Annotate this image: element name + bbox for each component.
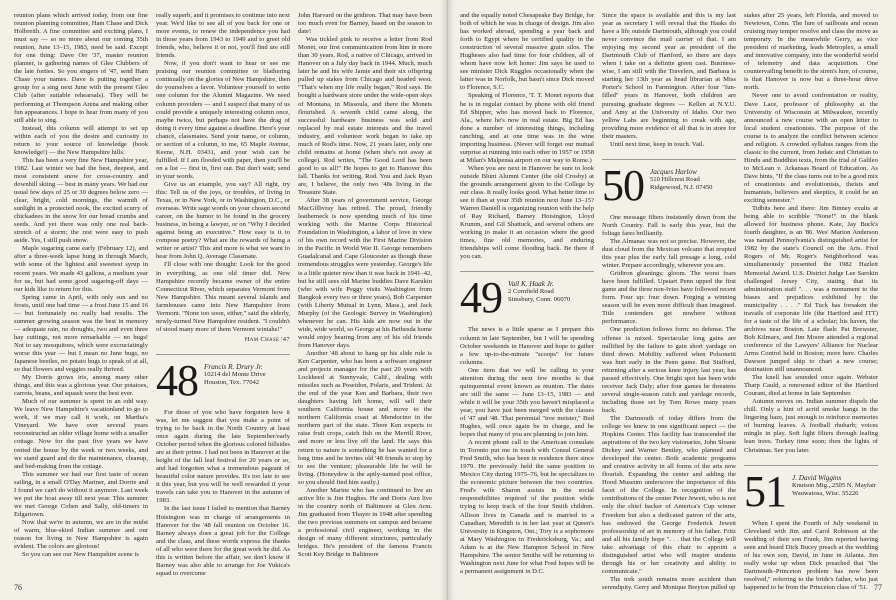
column-2: [156, 12, 290, 577]
secretary-address-line: Knutson Mtg., 2505 N. Mayfair: [792, 481, 877, 489]
paragraph: For those of you who have forgotten how it was, let me suggest that you make a point of trying to be back in the North Country at least once again during the late September/early October period when the glorious colored hillsides are at their prime. I had not been in Hanover at the height of the fall leaf festival for 20 years or so, and had forgotten what a tremendous pageant of beautiful color nature provides. It's too late to see it this year, but you will be well rewarded if your travels can take you to Hanover in the autumn of 1983.: [156, 408, 290, 505]
paragraph: John Harvard on the gridiron. That may have been too much even for Barney, based on the season to date!: [298, 12, 432, 36]
paragraph: So you can see our New Hampshire scene is: [22, 551, 139, 559]
paragraph: reunion plans which arrived today, from our fine reunion planning committee, Ham Chase and Dick Holbreith. A fine committee and exciting plans, I must say — so no more about our coming 35th reunion, June 13–15, 1983, need be said. Except for one thing: Dave Orr '37, master reunion planner, is gathering names of Glee Clubbers of the late forties. So you singers of '47, send Ham Chase your names. Dave is putting together a group for a sing next June with the present Glee Club (after suitable rehearsals). They will be performing at Thompson Arena and making other fun appearances. I hope to hear from many of you still able to sing.: [14, 12, 148, 124]
paragraph: Another '48 about to hang up his slide rule is Ken Carpenter, who has been a software engineer and projects manager for the past 20 years with Lockheed at Sunnyvale, Calif., dealing with missiles such as Poseidon, Polaris, and Trident. At the end of the year Ken and Barbara, their two daughters having left home, will sell their southern California house and move to the northern California coast at Mendocino in the northern part of the state. There Ken expects to raise fruit crops, catch fish on the Merrill River, and more or less live off the land. He says this return to nature is something he has wanted for a long time and he invites old '48 friends to stop by to see the venture; pleasurable life he will be living. (Honeydew is the aptly-named post office, so you should find him easily.): [298, 349, 432, 486]
class-number: 48: [156, 355, 198, 405]
paragraph: Maple sugaring came early (February 12), and after a three-week lapse hung in through March, with some of the lightest and sweetest syrup in recent years. We made 43 gallons, a medium year for us, but had some good sugaring-off days — our kids like to return for this.: [14, 245, 148, 293]
paragraph: One item that we will be calling to your attention during the next few months is that quinquennial event known as reunion. The dates are still the same — June 13–15, 1983 — and while it will be your 35th you haven't misplaced a year, you have just been merged with the classes of '47 and '48. That perennial "tree meister," Bud Hughes, will once again be in charge, and he hopes that many of you are planning to join him.: [460, 366, 594, 439]
paragraph: Autumn moves on. Indian summer dispels the chill. Only a hint of acrid smoke hangs in the lingering haze, just enough to reinforce memories of burning leaves. A football rhubarb; voices mingle in play. Soft light filters through leafing lean trees. Turkey time soon; then the lights of Christmas. See you later.: [744, 398, 878, 454]
class-number: 49: [460, 273, 502, 323]
paragraph: The news is a little sparse as I prepare this column in late September, but I will be spending October weekends in Hanover and hope to gather a few up-to-the-minute "scoops" for future columns.: [460, 326, 594, 366]
paragraph: Since the space is available and this is my last year as secretary I will reveal that the Haaks do have a life outside Dartmouth, although you could never convince the mail carrier of that. I am enjoying my second year as president of the Dartmouth Club of Hartford, so there are days when I take on a definite green cast. Business-wise, I am still with the Travelers, and Barbara is starting her 13th year as head librarian at Miss Porter's School in Farmington. After four "fun-filled" years in Hanover, both children are pursuing graduate degrees — Kellen at N.Y.U. and Amy at the University of Idaho. Our two yellow Labs are beginning to creak with age, providing more evidence of all that is in store for their masters.: [602, 12, 736, 140]
paragraph: Instead, this column will attempt to set up within each of you the desire and curiosity to return to your source of knowledge (book knowledge!) — the New Hampshire hills.: [14, 124, 148, 156]
class-secretary: [508, 278, 570, 304]
paragraph: The Almanac was not so precise. However, the dust cloud from the Mexican volcano that erupted this year plus the early fall presage a long, cold winter. Prepare accordingly, wherever you are.: [602, 237, 736, 270]
secretary-address-line: 2 Cornfield Road: [508, 288, 554, 296]
paragraph: This has been a very fine New Hampshire year, 1982. Last winter we had the best, deepest, and most consistent snow for cross-country and downhill skiing — best in many years. We had our usual few days of 25 or 30 degrees below zero — clear, bright, cold mornings, the warmth of sunlight in a protected nook, the excited scurry of chickadees in the snow for our bread crumbs and seeds. And yet there was only one real back-stretch of a storm; the rest were easy to push aside. Yes, I still push snow.: [14, 156, 148, 245]
paragraph: After 38 years of government service, George MacGillivray has retired. The proud, friendly leatherneck is now spending much of his time working with the Marine Corps Historical Foundation in Washington, a labor of love in view of his own record with the First Marine Division in the Pacific in World War II. George remembers Guadalcanal and Cape Gloucester as though these tremendous struggles were yesterday. George's life is a little quieter now than it was back in 1941–42, but he still sees old Marine buddies Dave Karukin (who with wife Peggy visits Washington from Bangkok every two or three years), Bob Carpenter (with Liberty Mutual in Lynn, Mass.), and Jack Murphy (of the Geologic Survey in Washington) whenever he can. His kids are now out in the wide, wide world, so George at his Bethesda home would enjoy hearing from any of his old friends from Hanover days.: [298, 197, 432, 349]
paragraph: A recent phone call to the American consulate in Toronto put me in touch with Consul General Fred Smith, who has been in residence there since 1979. He previously held the same position in Mexico City during 1975–76, but he specializes in the economic picture between the two countries. Fred's wife Sharon assists in the social responsibilities required of the position while trying to keep track of the four Smith children. Allison lives in Canada and is married to a Canadian; Meredith is in her last year at Queen's University in Kingston, Ont.; Tory is a sophomore at Mary Washington in Fredericksburg, Va.; and Adam is at the New Hampton School in New Hampshire. The senior Smiths will be returning to Washington next June for what Fred hopes will be a permanent assignment in D.C.: [460, 439, 594, 575]
paragraph: Now that we're in autumn, we are in the midst of warm, blue-skied Indian summer and our reason for living in New Hampshire is again evident. The colors are glorious!: [14, 518, 148, 551]
secretary-address-line: Houston, Tex. 77042: [204, 378, 260, 386]
secretary-address-line: Ridgewood, N.J. 07450: [650, 183, 713, 191]
paragraph: This summer we had our first taste of ocean sailing, in a small O'Day Mariner, and Dorrie and I found we can't do without it anymore. Last week we put the boat away till next year. This summer we met George Cohen and Sally, old-timers in Edgartown.: [14, 470, 148, 518]
secretary-address-line: Wauwatosa, Wisc. 55226: [792, 489, 859, 497]
paragraph: When you are next in Hanover be sure to look outside Blunt Alumni Center (the old Crosby) at the grounds arrangement given to the College by our class. It really looks good. What better time to see it than at your 35th reunion next June 13–15? Warren Daniell is organizing reunion with the help of Ray Richard, Barney Hoisington, Lloyd Krumm, and Gil Shattuck, and several others are working to make it an occasion where the good times, fine old memories, and enduring friendships will come flooding back. Be there if you can.: [460, 164, 594, 261]
paragraph: stakes after 25 years, left Florida, and moved to Newtown, Conn. The lure of sailboats and ocean cruising may temper resolve and class the move as temporary. In the meanwhile Gerry, as vice president of marketing, leads Metroplex, a small and innovative company, into the wonderful world of telemetry and data acquisition. One countervailing benefit to the siren's lure, of course, is that Hanover is now but a three-hour drive north.: [744, 12, 878, 92]
secretary-address-line: Simsbury, Conn. 06070: [508, 296, 571, 304]
column-6: [744, 12, 878, 591]
class-secretary: [204, 361, 266, 387]
paragraph: Was tickled pink to receive a letter from Rod Monet, our first communication from him in more than 30 years. Rod, a native of Chicago, arrived in Hanover on a July day back in 1944. Much, much later he and his wife Jamie and their six offspring pulled up stakes from Chicago and headed west. "That's when my life really began," Rod says. He bought a hardware store under the wide-open skys of Montana, in Missoula, and there the Monets flourished. A seventh child came along, the successful hardware business was sold and replaced by real estate interests and the travel industry, and volunteer work began to take up much of Rod's time. Now, 21 years later, only one child remains at home (when she's not away at college). Rod writes, "The Good Lord has been good to us all!" He hopes to get to Hanover this fall. Thanks for writing, Rod. You and Jack Ryan are, I believe, the only two '48s living in the Treasure State.: [298, 36, 432, 197]
column-signature: Ham Chase '47: [244, 335, 290, 343]
paragraph: Now, if you don't want to hear or see me praising our reunion committee or blathering continually on the glories of New Hampshire, then do yourselves a favor. Volunteer yourself to write one column for the Alumni Magazine. We need column providers — and I suspect that many of us could provide a uniquely interesting column once, maybe twice, but perhaps not have the drag of doing it every time against a deadline. Here's your chance, classmates. Send your name, or column, or section of a column, to me, 65 Maple Avenue, Keene, N.H. 03431, and your wish can be fulfilled. If I am flooded with paper, then you'll be on a list — first in, first out. But don't wait; send in your words.: [156, 60, 290, 180]
secretary-address-line: 510 Hillcrest Road: [650, 175, 700, 183]
paragraph: Tidbits here and there: Jim Binney exults at being able to scribble "None!" in the blank allowed for business phone. Kate, Jay Buck's fourth daughter, is an '86. Wes' Marion Anderson was named Pennsylvania's distinguished artist for 1982 by the state's Council on the Arts. Fred Rogers of Mr. Roger's Neighborhood was simultaneously presented the 1982 Hazlett Memorial Award. U.S. District Judge Lee Sarokin challenged Jersey City, stating that its administration staff ". . . was a monument to the biases and prejudices exhibited by the municipality . . . ." Ed Tuck has forsaken the travails of corporate life (the Hartford and ITT) for a taste of the life of a scholar; his haven, the archives near Boston. Late flash: Pat Brewster, Bob Kilmarx, and Jim Moore attended a regional conference of the Lawyers' Alliance for Nuclear Arms Control held in Boston; more here. Charles Dawson jumped ship to chart a new course; destination still unannounced.: [744, 205, 878, 374]
paragraph: In the last issue I failed to mention that Barney Hoisington was in charge of arrangements in Hanover for the '48 fall reunion on October 16. Barney always does a great job for the College and the class, and these words express the thanks of all who were there for the great work he did. As this is written before the affair, we don't know if Barney was also able to arrange for Joe Yukica's squad to overcome: [156, 505, 290, 577]
page-number-right: 77: [874, 583, 882, 592]
paragraph: The Dartmouth of today differs from the college we knew in one significant aspect — the Hopkins Center. This facility has transcended the aspirations of the two key visionaries, John Sloane Dickey and Warner Bentley, who planned and developed the center. Both academic programs and creative activity in all forms of the arts now flourish. Expanding the center and adding the Hood Museum underscore the importance of this facet of the College. In recognition of the contributions of the center Peter Jewett, who is not only the chief backer of America's Cup winner Freedom but also a dedicated patron of the arts, has endowed the George Frederick Jewett professorship of art in memory of his father. Fritz and all his family hope ". . . that the College will take advantage of this chair to appoint a distinguished artist who will inspire students through his or her creativity and ability to communicate.": [602, 414, 736, 575]
secretary-name: Jacques Harlow: [650, 167, 697, 176]
paragraph: The knell has sounded once again. Webster Tharp Cauld, a renowned editor of the Hartford Courant, died at home in late September.: [744, 374, 878, 398]
class-number: 51: [744, 466, 786, 516]
paragraph: Never one to avoid confrontation or reality, Dave Lace, professor of philosophy at the University of Wisconsin at Milwaukee, recently announced a new course with an open letter to local student creationists. The purpose of the course is to analyze the conflict between science and religion. A crowded syllabus ranges from the classic to the current, from Judaic and Christian to Hindu and Buddhist texts, from the trial of Galileo to McLean v. Arkansas Board of Education. As Dave hints, "If the class turns out to be a good mix of creationists and evolutionists, theists and humanists, believers and skeptics, it could be an exciting semester.": [744, 92, 878, 205]
class-heading: [744, 465, 878, 516]
secretary-name: Vail K. Haak Jr.: [508, 280, 554, 289]
secretary-name: Francis R. Drury Jr.: [204, 362, 263, 371]
paragraph: and the equally noted Chesapeake Bay Bridge, for both of which he was in charge of design. Jim also has worked abroad, spending a year back and forth to Egypt where he certified quality in the construction of several massive grain silos. The Hugheses also had time for four children, all of whom have now left home: Jim says he used to see minister Dick Ruggles occasionally when the latter was in Norfolk, but hasn't since Dick moved to Florence, S.C.: [460, 12, 594, 92]
paragraph: My Dorris grows iris, among many other things, and this was a glorious year. Our potatoes, carrots, beans, and squash were the best ever.: [14, 374, 148, 398]
secretary-address-line: 10214 del Monte Drive: [204, 370, 266, 378]
paragraph: Another Marine who has continued to live an active life is Jim Hughes. He and Doris Ann live in the country north of Baltimore at Glen Arm. Jim graduated from Thayer in 1948 after spending the two previous summers on campus and became a professional civil engineer, working in the design of many different structures, particularly bridges. He's president of the famous Francis Scott Key Bridge in Baltimore: [298, 486, 432, 559]
column-3: [298, 12, 432, 572]
paragraph: Gridiron gleanings: gloom. The worst fears have been fulfilled. Upstart Penn upped the first game and the three non-Ivies have followed recent form. Four up: four down. Forging a winning season will be even more difficult than imagined. Title contenders get nowhere without performance.: [602, 270, 736, 326]
column-5: [602, 12, 736, 591]
column-1: [14, 12, 148, 572]
secretary-name: J. David Wiggins: [792, 473, 842, 482]
paragraph: Spring came in April, with only sun and no frosts, until one bad time — a frost June 15 and 16 — but fortunately no really bad results. The summer growing season was the best in memory — adequate rain, no droughts, two and even three hay cuttings, not more remarkable — no bugs! Not to say mosquitoes, which were excruciatingly worse this year — but I mean no June bugs, no Japanese beetles, no potato bugs to speak of at all, so that flowers and veggies really thrived.: [14, 293, 148, 374]
paragraph: One message filters insistently down from the North Country. Fall is early this year, but the foliage fares brilliantly.: [602, 213, 736, 237]
right-page: [448, 0, 896, 600]
paragraph: When I spent the Fourth of July weekend in Cleveland with Jim and Carol Robinson at the wedding of their son Frank, Jim reported having seen and heard Dick Bucey preach at the wedding of his own son, David, in June in Atlanta. Jim really woke up when Dick preached that "the Dartmouth–Princeton problem has now been resolved," referring to the bride's father, who just happened to be from the Princeton class of '51.: [744, 519, 878, 591]
class-number: 50: [602, 160, 644, 210]
class-heading: [602, 159, 736, 210]
paragraph: Much of our summer is spent in an odd way. We leave New Hampshire's vacationland to go to work, if we may call it work, on Martha's Vineyard. We have over several years reconstructed an older village home with a smaller cottage. Now for the past five years we have rented the house by the week or two weeks, and we stand guard and do the maintenance, cleanup, and bed-making from the cottage.: [14, 398, 148, 470]
paragraph: really superb, and it promises to continue into next year. We'd like to see all of you back for one or more events, to renew the independence you had in those years from 1943 to 1949 and to greet old friends, who, believe it or not, you'll find are still friends.: [156, 12, 290, 60]
page-number-left: 76: [14, 583, 22, 592]
class-secretary: [792, 472, 876, 498]
paragraph: One prediction follows form: no defense. The offense is mixed. Spectacular long gains are nullified by the failure to gain short yardage on third down. Mobility suffered when Polsonetti was hurt early in the Penn game. But Stafford, returning after a serious knee injury last year, has passed effectively. One bright spot has been wide receiver Jack Daly; after four games he threatens several single-season catch and yardage records, including those set by Tom Rowe many years back.: [602, 326, 736, 414]
paragraph: Give us an example, you say? All right, try this: Tell us of the joys, or troubles, of living in Texas, or in New York, or in Washington, D.C., or overseas. Write sage words on your chosen second career, on the humor to be found in the grocery business, in being a lawyer, or on "Why I decided against being an executive." How easy is it to compose poetry? What are the rewards of being a writer or artist? This and more is what we want to hear from John Q. Average Classmate.: [156, 180, 290, 261]
class-heading: [156, 354, 290, 405]
paragraph: The trek south remains more accident than serendipity. Gerry and Monique Breyton pulled up: [602, 575, 736, 591]
class-heading: [460, 271, 594, 323]
paragraph: Speaking of Florence, 'T. T. Monet reports that he is in regular contact by phone with old friend Ed Shipper, who has moved back to Florence, Ala., where he's now in real estate. Big Ed has done a number of interesting things, including ranching, and at one time was in the wine importing business. (Never will forget our mutual surprise at running into each other in 1957 or 1958 at Milan's Malpensa airport on our way to Rome.): [460, 92, 594, 164]
column-4: [460, 12, 594, 575]
paragraph: Until next time, keep in touch. Vail.: [610, 140, 705, 148]
paragraph: I'll close with one thought: Look for the good in everything, as one old timer did. New Hampshire recently became owner of the entire Connecticut River, which separates Vermont from New Hampshire. This meant several islands and farmhouses came into New Hampshire from Vermont. "None too soon, either," said the elderly, newly-turned New Hampshire resident. "I couldn't of stood many more of them Vermont wintahs!": [156, 261, 290, 333]
class-secretary: [650, 166, 712, 192]
